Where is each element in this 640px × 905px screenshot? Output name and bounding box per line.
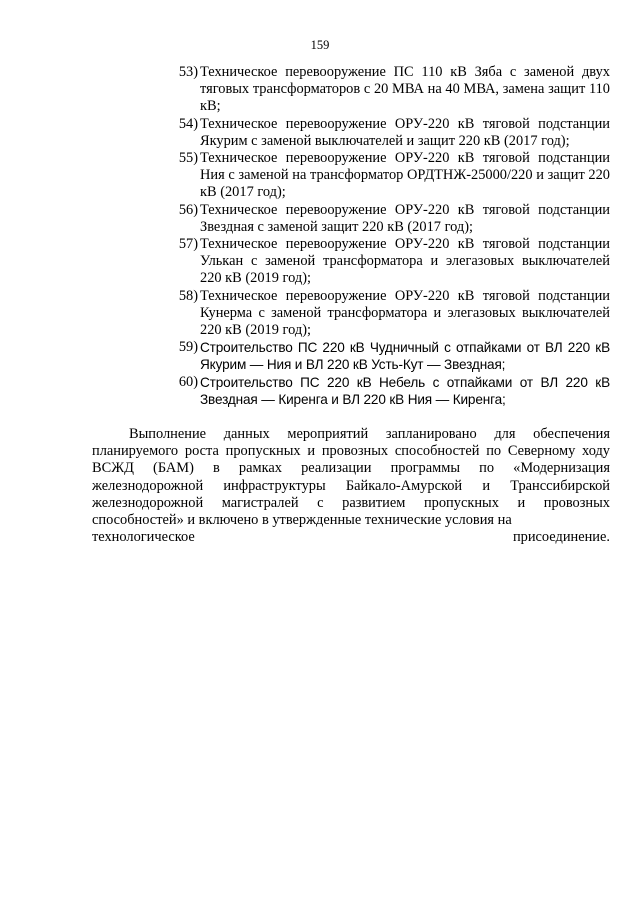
list-item-text: Техническое перевооружение ОРУ-220 кВ тяговой подстанции Ния с заменой на трансформатор ОРДТНЖ-25000/220 и защит 220 кВ (2017 год);	[200, 150, 610, 201]
list-item-59	[160, 339, 610, 373]
list-item-number: 53)	[178, 64, 198, 80]
list-item-number: 59)	[178, 339, 198, 356]
list-item-number: 57)	[178, 236, 198, 253]
list-item-text: Техническое перевооружение ОРУ-220 кВ тяговой подстанции Улькан с заменой трансформатора и элегазовых выключателей 220 кВ (2019 год);	[200, 236, 610, 287]
list-item-text: Техническое перевооружение ОРУ-220 кВ тяговой подстанции Звездная с заменой защит 220 кВ (2017 год);	[200, 201, 610, 235]
list-item-number: 55)	[178, 150, 198, 167]
page-number: 159	[310, 38, 330, 52]
last-line-word-left: технологическое	[92, 529, 195, 545]
last-line-word-right: присоединение.	[512, 529, 610, 545]
list-item-53	[160, 64, 610, 116]
list-item-56	[160, 202, 610, 236]
list-item-57	[160, 236, 610, 288]
list-item-58	[160, 288, 610, 340]
conclusion-paragraph-last-line	[92, 529, 610, 546]
list-item-text: Строительство ПС 220 кВ Чудничный с отпайками от ВЛ 220 кВ Якурим — Ния и ВЛ 220 кВ Усть-Кут — Звездная;	[200, 340, 610, 373]
list-item-text: Техническое перевооружение ОРУ-220 кВ тяговой подстанции Кунерма с заменой трансформатора и элегазовых выключателей 220 кВ (2019 год);	[200, 287, 610, 339]
list-item-number: 58)	[178, 287, 198, 304]
list-item-text: Техническое перевооружение ПС 110 кВ Зяба с заменой двух тяговых трансформаторов с 20 МВА на 40 МВА, замена защит 110 кВ;	[200, 64, 610, 115]
list-item-number: 60)	[178, 373, 198, 390]
list-item-number: 54)	[178, 115, 198, 132]
conclusion-paragraph: Выполнение данных мероприятий запланировано для обеспечения планируемого роста пропускных и провозных способностей по Северному ходу ВСЖД (БАМ) в рамках реализации программы по «Модернизация железнодорожной инфраструктуры Байкало-Амурской и Транссибирской железнодорожной магистралей с развитием пропускных и провозных способностей» и включено в утвержденные технические условия на	[92, 426, 610, 529]
measures-list	[160, 64, 610, 408]
list-item-60	[160, 374, 610, 408]
list-item-text: Техническое перевооружение ОРУ-220 кВ тяговой подстанции Якурим с заменой выключателей и защит 220 кВ (2017 год);	[200, 115, 610, 149]
list-item-text: Строительство ПС 220 кВ Небель с отпайками от ВЛ 220 кВ Звездная — Киренга и ВЛ 220 кВ Ния — Киренга;	[200, 374, 610, 407]
list-item-55	[160, 150, 610, 202]
list-item-54	[160, 116, 610, 150]
list-item-number: 56)	[178, 201, 198, 218]
